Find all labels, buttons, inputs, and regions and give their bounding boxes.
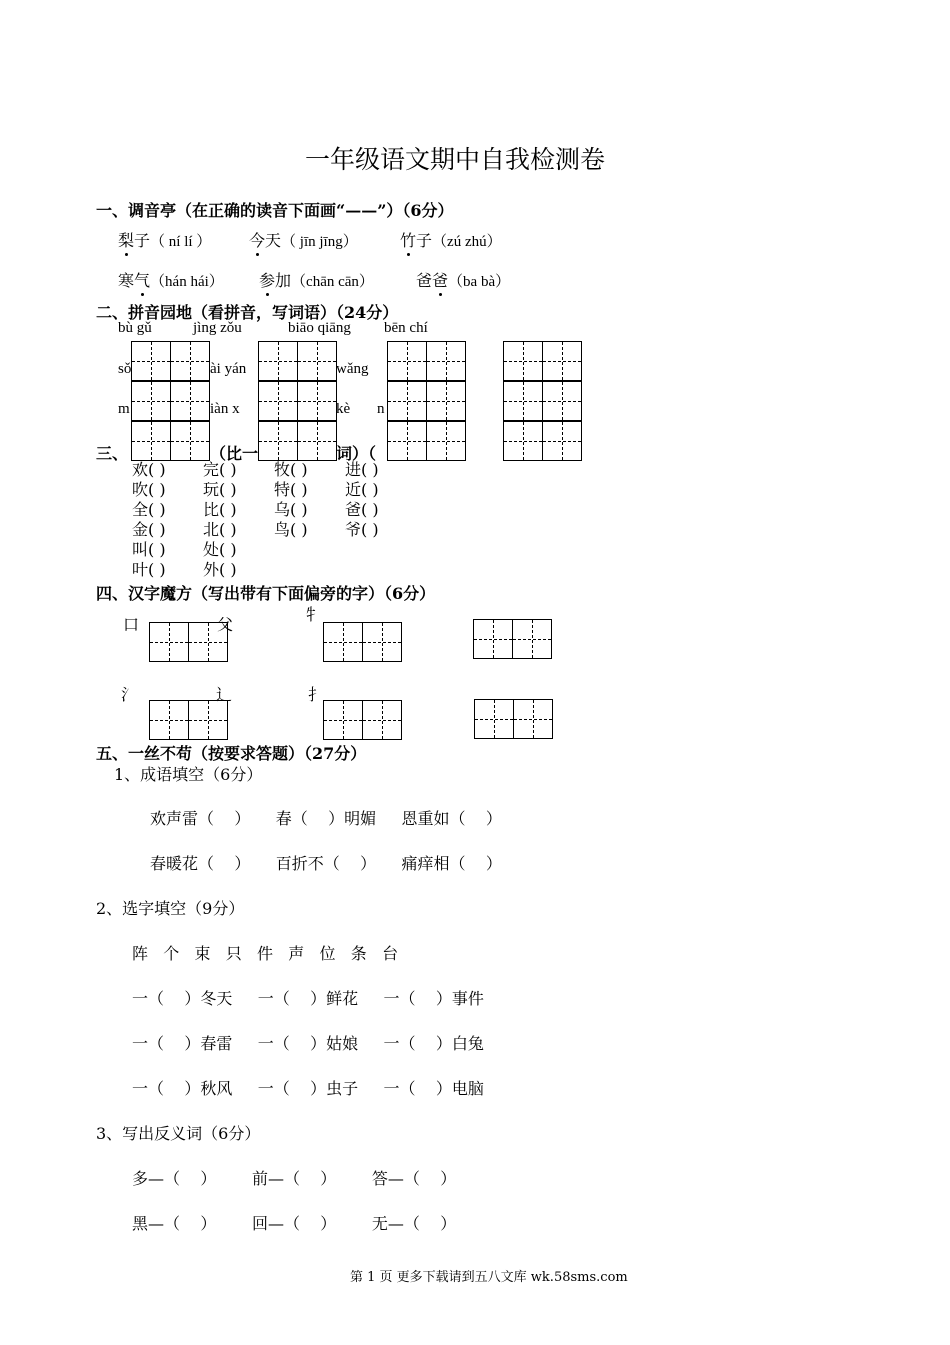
writing-grid[interactable] (387, 421, 465, 461)
writing-grid[interactable] (258, 421, 336, 461)
writing-grid[interactable] (323, 700, 401, 740)
section-2-heading: 二、拼音园地（看拼音，写词语）（24分） (96, 303, 399, 322)
section-3-heading-b: （比一 (210, 444, 259, 463)
pinyin-prompt: m (118, 401, 130, 417)
q3-title: 3、写出反义词（6分） (96, 1124, 261, 1143)
q1-title: 1、成语填空（6分） (114, 765, 263, 784)
compare-row: 金( ) 北( ) 鸟( ) 爷( ) (132, 520, 379, 539)
writing-grid[interactable] (149, 622, 227, 662)
s1-item: 今天（ jīn jīng） (249, 228, 358, 251)
compare-row: 吹( ) 玩( ) 特( ) 近( ) (132, 480, 379, 499)
compare-table (132, 460, 379, 580)
writing-grid[interactable] (131, 381, 209, 421)
idiom-line: 春暖花（ ） 百折不（ ） 痛痒相（ ） (150, 854, 502, 873)
radical-label: 口 (123, 615, 140, 634)
pinyin-prompt: jìng zǒu (193, 320, 242, 336)
writing-grid[interactable] (258, 381, 336, 421)
page-footer: 第 1 页 更多下载请到五八文库 wk.58sms.com (350, 1270, 628, 1285)
writing-grid[interactable] (131, 421, 209, 461)
pinyin-prompt: biāo qiāng (288, 320, 351, 336)
section-4-heading: 四、汉字魔方（写出带有下面偏旁的字）（6分） (96, 584, 436, 603)
s1-item: 梨子（ ní lí ） (118, 228, 211, 251)
writing-grid[interactable] (503, 341, 581, 381)
pinyin-prompt: iàn x (210, 401, 240, 417)
pinyin-prompt: bēn chí (384, 320, 428, 336)
compare-row: 欢( ) 完( ) 牧( ) 进( ) (132, 460, 379, 479)
writing-grid[interactable] (258, 341, 336, 381)
pinyin-prompt: bù gǔ (118, 320, 152, 336)
section-3-heading-a: 三、 (96, 444, 129, 463)
s1-item: 寒气（hán hái） (118, 268, 224, 291)
writing-grid[interactable] (323, 622, 401, 662)
radical-label: 牜 (303, 605, 320, 624)
s1-item: 爸爸（ba bà） (416, 268, 510, 291)
section-5-heading: 五、一丝不苟（按要求答题）（27分） (96, 744, 367, 763)
writing-grid[interactable] (474, 699, 552, 739)
compare-row: 全( ) 比( ) 乌( ) 爸( ) (132, 500, 379, 519)
radical-label: 父 (217, 615, 234, 634)
radical-label: 扌 (308, 685, 325, 704)
antonym-line: 黑—（ ） 回—（ ） 无—（ ） (132, 1214, 457, 1233)
radical-label: 氵 (121, 685, 138, 704)
measure-word-line: 一（ ）秋风 一（ ）虫子 一（ ）电脑 (132, 1079, 484, 1098)
pinyin-prompt: kè (336, 401, 351, 417)
pinyin-prompt: ài yán (210, 361, 247, 377)
q2-title: 2、选字填空（9分） (96, 899, 245, 918)
writing-grid[interactable] (503, 421, 581, 461)
antonym-line: 多—（ ） 前—（ ） 答—（ ） (132, 1169, 457, 1188)
idiom-line: 欢声雷（ ） 春（ ）明媚 恩重如（ ） (150, 809, 502, 828)
pinyin-prompt: sǒ (118, 361, 132, 377)
section-3-heading-c: 词）（ (336, 444, 377, 463)
s1-item: 竹子（zú zhú） (400, 228, 502, 251)
pinyin-prompt: n (377, 401, 385, 417)
writing-grid[interactable] (387, 341, 465, 381)
compare-row: 叶( ) 外( ) (132, 560, 237, 579)
s1-item: 参加（chān cān） (259, 268, 374, 291)
writing-grid[interactable] (149, 700, 227, 740)
compare-row: 叫( ) 处( ) (132, 540, 237, 559)
page-title: 一年级语文期中自我检测卷 (305, 145, 606, 174)
radical-label: 辶 (216, 685, 233, 704)
pinyin-prompt: wǎng (336, 361, 369, 377)
writing-grid[interactable] (131, 341, 209, 381)
measure-word-line: 一（ ）冬天 一（ ）鲜花 一（ ）事件 (132, 989, 484, 1008)
writing-grid[interactable] (503, 381, 581, 421)
choice-chars: 阵 个 束 只 件 声 位 条 台 (132, 944, 399, 963)
section-1-heading: 一、调音亭（在正确的读音下面画“——”）（6分） (96, 201, 454, 220)
writing-grid[interactable] (387, 381, 465, 421)
measure-word-line: 一（ ）春雷 一（ ）姑娘 一（ ）白兔 (132, 1034, 484, 1053)
writing-grid[interactable] (473, 619, 551, 659)
